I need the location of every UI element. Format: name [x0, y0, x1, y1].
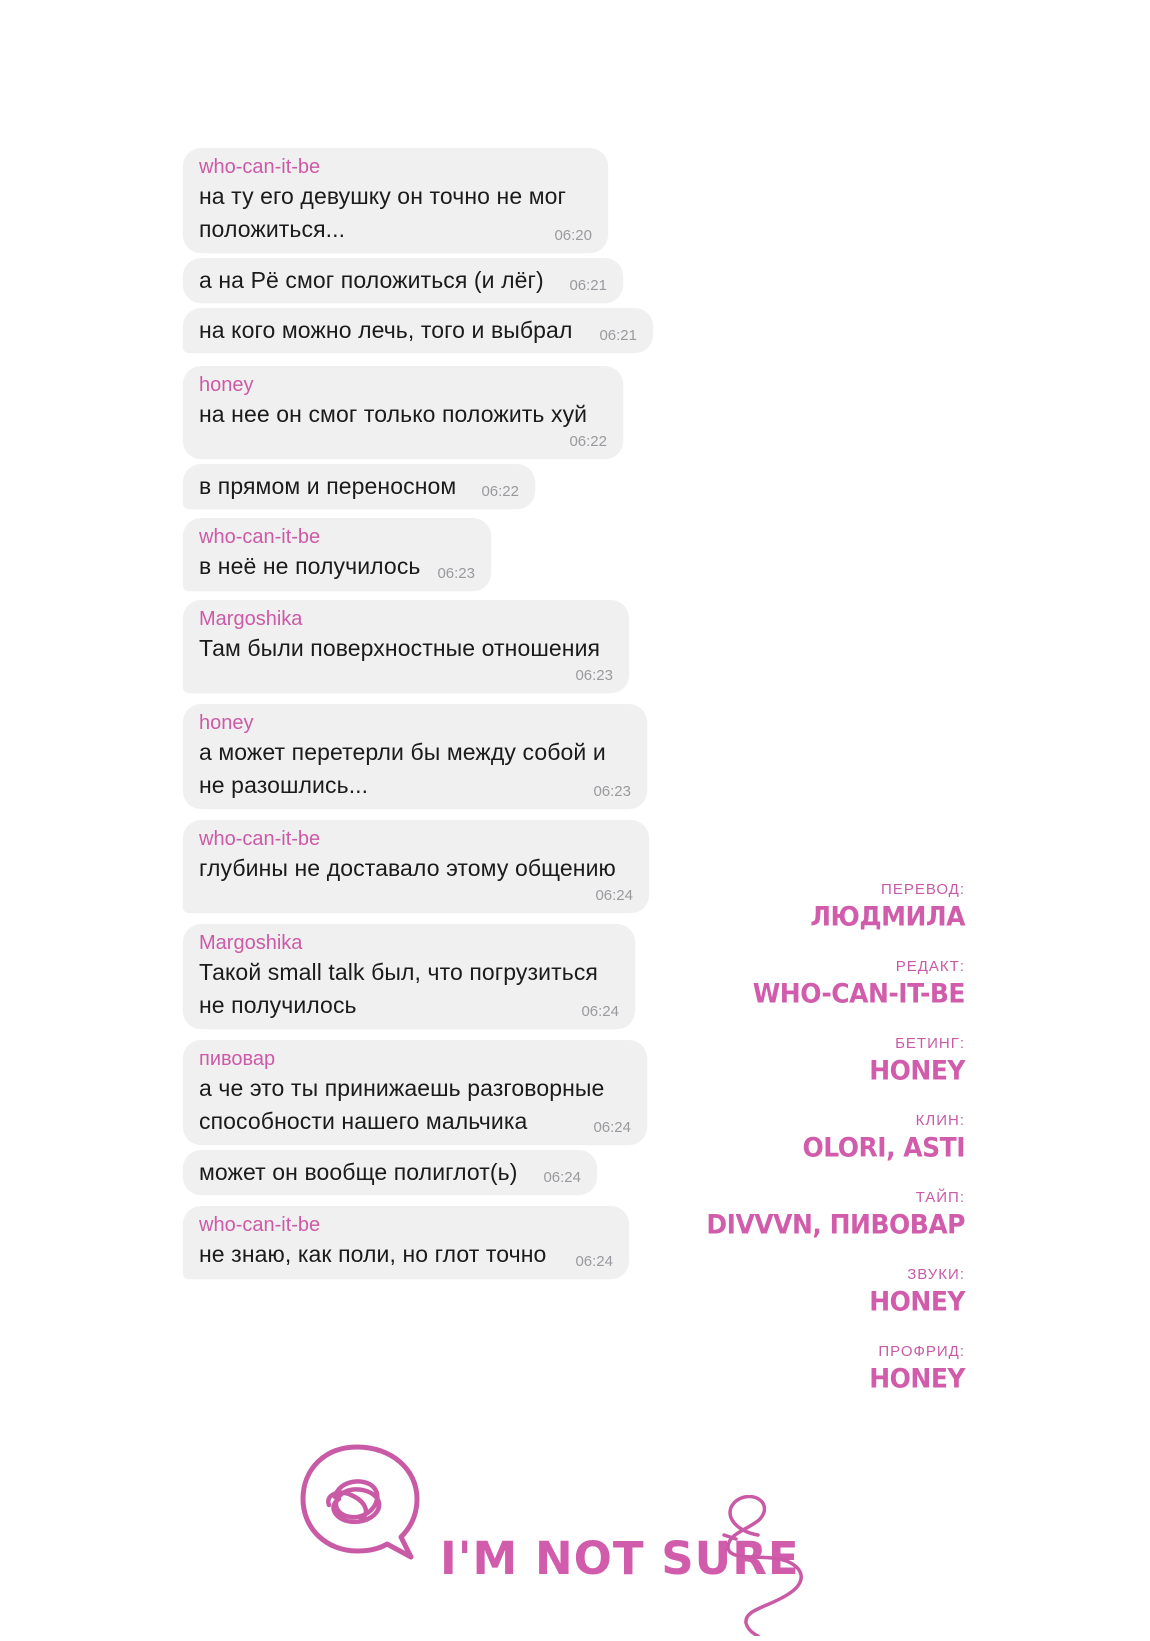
credits-list: [705, 880, 965, 1419]
message-bubble[interactable]: [183, 464, 535, 508]
message-time: 06:23: [575, 667, 613, 684]
message-time: 06:21: [599, 327, 637, 344]
message-time: 06:24: [575, 1253, 613, 1270]
message-text: в прямом и переносном: [199, 473, 457, 499]
message-time: 06:21: [569, 277, 607, 294]
credit-name: HONEY: [869, 1362, 965, 1395]
credit-name: WHO-CAN-IT-BE: [752, 977, 965, 1010]
message-text: Там были поверхностные отношения: [199, 635, 601, 661]
message-bubble[interactable]: [183, 258, 623, 302]
message-text: а на Рё смог положиться (и лёг): [199, 267, 544, 293]
message-bubble[interactable]: [183, 600, 629, 692]
message-sender: Margoshika: [199, 932, 303, 954]
message-time: 06:23: [437, 565, 475, 582]
message-time: 06:20: [554, 227, 592, 244]
message-sender: пивовар: [199, 1048, 276, 1070]
credit-name: ЛЮДМИЛА: [810, 900, 965, 933]
message-text: не знаю, как поли, но глот точно: [199, 1241, 547, 1267]
credit-role: КЛИН:: [915, 1112, 965, 1129]
message-text: на кого можно лечь, того и выбрал: [199, 317, 573, 343]
message-bubble[interactable]: [183, 1040, 647, 1144]
message-bubble[interactable]: [183, 704, 647, 808]
message-bubble[interactable]: [183, 1150, 597, 1194]
message-sender: honey: [199, 712, 254, 734]
message-time: 06:22: [569, 433, 607, 450]
message-time: 06:24: [581, 1003, 619, 1020]
speech-bubble-scribble-icon: [295, 1439, 425, 1574]
credit-name: OLORI, ASTI: [802, 1131, 965, 1164]
message-sender: who-can-it-be: [199, 1214, 321, 1236]
logo-title: I'M NOT SURE: [440, 1532, 800, 1585]
message-bubble[interactable]: [183, 1206, 629, 1278]
message-time: 06:24: [543, 1169, 581, 1186]
squiggle-decoration: [720, 1495, 820, 1641]
message-bubble[interactable]: [183, 366, 623, 458]
credit-name: HONEY: [869, 1054, 965, 1087]
credit-name: HONEY: [869, 1285, 965, 1318]
message-bubble[interactable]: [183, 308, 653, 352]
credit-role: ПРОФРИД:: [878, 1343, 965, 1360]
message-text: а может перетерли бы между собой и не разошлись...: [199, 739, 606, 798]
message-bubble[interactable]: [183, 820, 649, 912]
message-text: Такой small talk был, что погрузиться не получилось: [199, 959, 598, 1018]
message-text: может он вообще полиглот(ь): [199, 1159, 518, 1185]
credit-role: БЕТИНГ:: [895, 1035, 965, 1052]
message-bubble[interactable]: [183, 148, 608, 252]
message-text: в неё не получилось: [199, 553, 421, 579]
message-time: 06:24: [595, 887, 633, 904]
message-text: глубины не доставало этому общению: [199, 855, 616, 881]
message-sender: who-can-it-be: [199, 828, 321, 850]
message-text: на нее он смог только положить хуй: [199, 401, 588, 427]
message-sender: who-can-it-be: [199, 526, 321, 548]
message-time: 06:22: [481, 483, 519, 500]
credit-role: ЗВУКИ:: [907, 1266, 965, 1283]
message-sender: Margoshika: [199, 608, 303, 630]
credit-role: ТАЙП:: [915, 1189, 965, 1206]
message-text: а че это ты принижаешь разговорные способности нашего мальчика: [199, 1075, 605, 1134]
message-time: 06:23: [593, 783, 631, 800]
credit-role: ПЕРЕВОД:: [881, 881, 965, 898]
credit-name: DIVVVN, ПИВОВАР: [706, 1208, 965, 1241]
message-bubble[interactable]: [183, 924, 635, 1028]
message-text: на ту его девушку он точно не мог положиться...: [199, 183, 566, 242]
message-sender: who-can-it-be: [199, 156, 321, 178]
message-time: 06:24: [593, 1119, 631, 1136]
credit-role: РЕДАКТ:: [895, 958, 965, 975]
message-bubble[interactable]: [183, 518, 491, 590]
message-sender: honey: [199, 374, 254, 396]
